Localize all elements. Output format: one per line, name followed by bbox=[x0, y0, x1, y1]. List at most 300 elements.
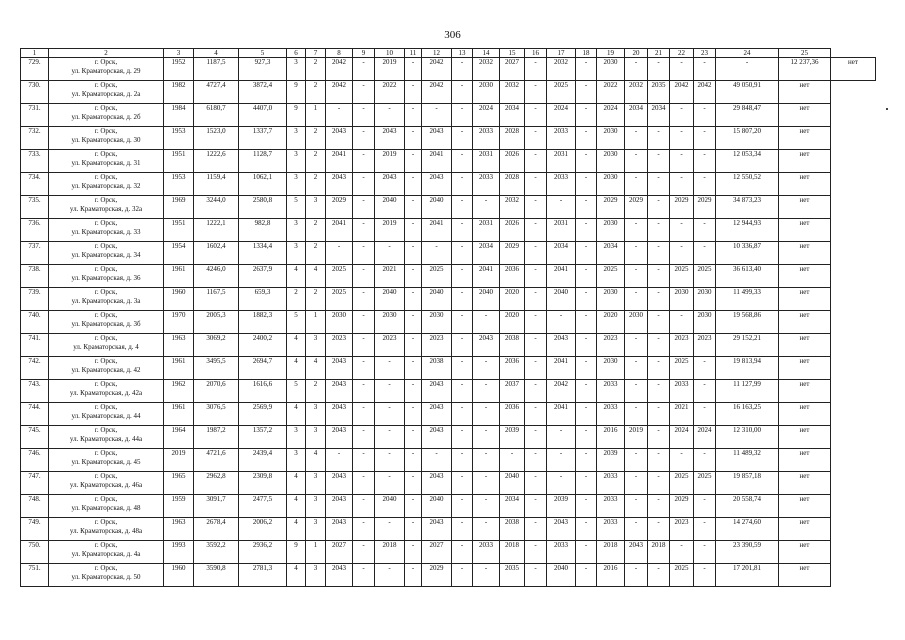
cell-col-10: 2022 bbox=[375, 81, 405, 104]
cell-col-21: - bbox=[648, 495, 670, 518]
cell-col-7: 2 bbox=[306, 380, 326, 403]
cell-col-24: 12 944,93 bbox=[716, 219, 779, 242]
address-street: ул. Краматорская, д. 30 bbox=[71, 136, 141, 144]
cell-col-11: - bbox=[405, 564, 422, 587]
cell-col-12: 2029 bbox=[422, 564, 452, 587]
address-city: г. Орск, bbox=[94, 288, 118, 296]
cell-col-14: 2033 bbox=[473, 173, 500, 196]
cell-col-20: 2030 bbox=[625, 311, 648, 334]
cell-col-17: 2033 bbox=[547, 541, 576, 564]
address-city: г. Орск, bbox=[94, 334, 118, 342]
row-number: 744. bbox=[21, 403, 49, 426]
cell-col-4: 3244,0 bbox=[194, 196, 239, 219]
cell-col-10: 2018 bbox=[375, 541, 405, 564]
cell-col-7: 1 bbox=[306, 311, 326, 334]
cell-col-13: - bbox=[452, 58, 473, 81]
cell-col-8: 2043 bbox=[326, 518, 353, 541]
cell-col-8: 2043 bbox=[326, 495, 353, 518]
cell-col-23: 2030 bbox=[694, 288, 716, 311]
cell-col-15: 2032 bbox=[500, 196, 525, 219]
cell-col-8: 2025 bbox=[326, 265, 353, 288]
cell-col-23: 2030 bbox=[694, 311, 716, 334]
cell-col-4: 1602,4 bbox=[194, 242, 239, 265]
cell-col-14: 2034 bbox=[473, 242, 500, 265]
cell-col-24: 15 807,20 bbox=[716, 127, 779, 150]
cell-col-13: - bbox=[452, 357, 473, 380]
cell-col-12: 2038 bbox=[422, 357, 452, 380]
cell-col-6: 9 bbox=[287, 541, 306, 564]
cell-col-21: - bbox=[648, 58, 670, 81]
cell-col-25: нет bbox=[779, 173, 831, 196]
cell-col-23: - bbox=[694, 104, 716, 127]
cell-col-21: - bbox=[648, 242, 670, 265]
address-city: г. Орск, bbox=[94, 426, 118, 434]
table-row bbox=[21, 196, 876, 219]
cell-col-12: - bbox=[422, 449, 452, 472]
cell-col-23: 2024 bbox=[694, 426, 716, 449]
cell-col-9: - bbox=[353, 58, 375, 81]
cell-col-25: нет bbox=[779, 127, 831, 150]
cell-col-7: 1 bbox=[306, 104, 326, 127]
cell-col-22: 2023 bbox=[670, 334, 694, 357]
cell-col-10: 2043 bbox=[375, 173, 405, 196]
cell-col-14: 2041 bbox=[473, 265, 500, 288]
cell-col-23: - bbox=[694, 403, 716, 426]
address-street: ул. Краматорская, д. 2а bbox=[71, 90, 141, 98]
cell-col-21: - bbox=[648, 173, 670, 196]
cell-col-9: - bbox=[353, 472, 375, 495]
address-street: ул. Краматорская, д. 29 bbox=[71, 67, 141, 75]
cell-col-6: 5 bbox=[287, 196, 306, 219]
cell-col-25: нет bbox=[779, 495, 831, 518]
cell-col-11: - bbox=[405, 196, 422, 219]
cell-col-5: 1128,7 bbox=[239, 150, 287, 173]
cell-col-24: 34 873,23 bbox=[716, 196, 779, 219]
cell-col-16: - bbox=[525, 495, 547, 518]
cell-col-11: - bbox=[405, 288, 422, 311]
row-number: 734. bbox=[21, 173, 49, 196]
cell-col-22: 2025 bbox=[670, 564, 694, 587]
cell-col-13: - bbox=[452, 311, 473, 334]
address-street: ул. Краматорская, д. 31 bbox=[71, 159, 141, 167]
cell-col-15: 2020 bbox=[500, 311, 525, 334]
cell-col-7: 2 bbox=[306, 173, 326, 196]
cell-col-20: 2019 bbox=[625, 426, 648, 449]
cell-col-3: 1993 bbox=[164, 541, 194, 564]
cell-col-25: нет bbox=[779, 426, 831, 449]
cell-col-13: - bbox=[452, 495, 473, 518]
table-row bbox=[21, 173, 876, 196]
cell-col-20: 2029 bbox=[625, 196, 648, 219]
cell-col-19: 2034 bbox=[597, 242, 625, 265]
cell-col-24: 29 152,21 bbox=[716, 334, 779, 357]
cell-col-23: - bbox=[694, 173, 716, 196]
cell-col-18: - bbox=[576, 150, 597, 173]
row-number: 743. bbox=[21, 380, 49, 403]
cell-col-16: - bbox=[525, 518, 547, 541]
cell-col-10: - bbox=[375, 242, 405, 265]
address-city: г. Орск, bbox=[94, 104, 118, 112]
cell-col-18: - bbox=[576, 495, 597, 518]
cell-col-17: - bbox=[547, 196, 576, 219]
cell-col-22: - bbox=[670, 541, 694, 564]
cell-col-11: - bbox=[405, 541, 422, 564]
cell-col-10: 2019 bbox=[375, 58, 405, 81]
cell-col-10: - bbox=[375, 380, 405, 403]
cell-col-15: 2018 bbox=[500, 541, 525, 564]
cell-col-17: - bbox=[547, 472, 576, 495]
cell-col-6: 3 bbox=[287, 150, 306, 173]
cell-col-20: 2043 bbox=[625, 541, 648, 564]
cell-col-19: 2030 bbox=[597, 173, 625, 196]
cell-col-14: 2024 bbox=[473, 104, 500, 127]
cell-col-26: нет bbox=[831, 58, 876, 81]
cell-col-13: - bbox=[452, 219, 473, 242]
address-city: г. Орск, bbox=[94, 449, 118, 457]
cell-col-9: - bbox=[353, 265, 375, 288]
cell-col-8: 2027 bbox=[326, 541, 353, 564]
cell-col-13: - bbox=[452, 541, 473, 564]
cell-col-12: 2042 bbox=[422, 58, 452, 81]
cell-col-22: - bbox=[670, 311, 694, 334]
cell-col-18: - bbox=[576, 334, 597, 357]
cell-col-14: - bbox=[473, 564, 500, 587]
cell-col-18: - bbox=[576, 449, 597, 472]
cell-col-24: - bbox=[716, 58, 779, 81]
cell-col-14: - bbox=[473, 518, 500, 541]
cell-col-7: 3 bbox=[306, 196, 326, 219]
cell-col-12: 2040 bbox=[422, 288, 452, 311]
cell-col-22: 2023 bbox=[670, 518, 694, 541]
address-street: ул. Краматорская, д. 48 bbox=[71, 504, 141, 512]
row-number: 750. bbox=[21, 541, 49, 564]
cell-col-14: - bbox=[473, 196, 500, 219]
cell-col-13: - bbox=[452, 81, 473, 104]
address-street: ул. Краматорская, д. 4а bbox=[71, 550, 141, 558]
cell-col-3: 1953 bbox=[164, 127, 194, 150]
cell-col-24: 16 163,25 bbox=[716, 403, 779, 426]
cell-col-6: 5 bbox=[287, 380, 306, 403]
cell-col-24: 17 201,81 bbox=[716, 564, 779, 587]
cell-col-11: - bbox=[405, 150, 422, 173]
address-street: ул. Краматорская, д. 2б bbox=[71, 113, 141, 121]
table-row bbox=[21, 219, 876, 242]
cell-col-20: 2032 bbox=[625, 81, 648, 104]
cell-col-22: 2033 bbox=[670, 380, 694, 403]
cell-col-17: - bbox=[547, 311, 576, 334]
address-city: г. Орск, bbox=[94, 518, 118, 526]
cell-col-21: - bbox=[648, 196, 670, 219]
cell-col-9: - bbox=[353, 334, 375, 357]
column-number-13: 13 bbox=[452, 49, 473, 58]
cell-col-20: - bbox=[625, 58, 648, 81]
cell-col-15: 2040 bbox=[500, 472, 525, 495]
address-cell bbox=[49, 58, 164, 81]
cell-col-5: 2400,2 bbox=[239, 334, 287, 357]
cell-col-19: 2030 bbox=[597, 150, 625, 173]
address-city: г. Орск, bbox=[94, 265, 118, 273]
cell-col-11: - bbox=[405, 357, 422, 380]
cell-col-25: нет bbox=[779, 219, 831, 242]
row-number: 732. bbox=[21, 127, 49, 150]
cell-col-3: 1970 bbox=[164, 311, 194, 334]
cell-col-20: - bbox=[625, 242, 648, 265]
cell-col-4: 3091,7 bbox=[194, 495, 239, 518]
cell-col-24: 36 613,40 bbox=[716, 265, 779, 288]
cell-col-7: 2 bbox=[306, 81, 326, 104]
cell-col-11: - bbox=[405, 58, 422, 81]
address-city: г. Орск, bbox=[94, 541, 118, 549]
cell-col-4: 2678,4 bbox=[194, 518, 239, 541]
cell-col-22: - bbox=[670, 449, 694, 472]
table-row bbox=[21, 357, 876, 380]
cell-col-22: - bbox=[670, 104, 694, 127]
cell-col-5: 1062,1 bbox=[239, 173, 287, 196]
table-row bbox=[21, 311, 876, 334]
cell-col-14: - bbox=[473, 311, 500, 334]
row-number: 735. bbox=[21, 196, 49, 219]
cell-col-3: 1951 bbox=[164, 150, 194, 173]
cell-col-23: - bbox=[694, 380, 716, 403]
cell-col-22: 2021 bbox=[670, 403, 694, 426]
cell-col-8: 2029 bbox=[326, 196, 353, 219]
page-number: 306 bbox=[444, 29, 461, 41]
cell-col-6: 4 bbox=[287, 518, 306, 541]
cell-col-15: 2026 bbox=[500, 150, 525, 173]
cell-col-15: 2039 bbox=[500, 426, 525, 449]
cell-col-11: - bbox=[405, 127, 422, 150]
cell-col-21: 2034 bbox=[648, 104, 670, 127]
cell-col-6: 9 bbox=[287, 104, 306, 127]
row-number: 745. bbox=[21, 426, 49, 449]
cell-col-13: - bbox=[452, 265, 473, 288]
row-number: 747. bbox=[21, 472, 49, 495]
cell-col-13: - bbox=[452, 334, 473, 357]
cell-col-25: нет bbox=[779, 196, 831, 219]
cell-col-17: 2032 bbox=[547, 58, 576, 81]
cell-col-10: - bbox=[375, 518, 405, 541]
cell-col-15: 2036 bbox=[500, 357, 525, 380]
cell-col-3: 1951 bbox=[164, 219, 194, 242]
cell-col-4: 1222,1 bbox=[194, 219, 239, 242]
column-number-9: 9 bbox=[353, 49, 375, 58]
cell-col-16: - bbox=[525, 541, 547, 564]
table-row bbox=[21, 518, 876, 541]
cell-col-17: 2042 bbox=[547, 380, 576, 403]
cell-col-9: - bbox=[353, 173, 375, 196]
cell-col-9: - bbox=[353, 242, 375, 265]
column-number-23: 23 bbox=[694, 49, 716, 58]
cell-col-7: 2 bbox=[306, 242, 326, 265]
cell-col-21: 2018 bbox=[648, 541, 670, 564]
cell-col-15: 2038 bbox=[500, 334, 525, 357]
cell-col-4: 1159,4 bbox=[194, 173, 239, 196]
address-cell bbox=[49, 403, 164, 426]
cell-col-20: - bbox=[625, 380, 648, 403]
cell-col-19: 2020 bbox=[597, 311, 625, 334]
cell-col-21: - bbox=[648, 564, 670, 587]
cell-col-4: 1987,2 bbox=[194, 426, 239, 449]
cell-col-19: 2025 bbox=[597, 265, 625, 288]
cell-col-12: 2042 bbox=[422, 81, 452, 104]
cell-col-24: 12 550,52 bbox=[716, 173, 779, 196]
cell-col-8: 2041 bbox=[326, 150, 353, 173]
cell-col-11: - bbox=[405, 518, 422, 541]
cell-col-15: 2035 bbox=[500, 564, 525, 587]
column-number-15: 15 bbox=[500, 49, 525, 58]
table-row bbox=[21, 104, 876, 127]
cell-col-7: 3 bbox=[306, 403, 326, 426]
cell-col-25: нет bbox=[779, 265, 831, 288]
column-number-22: 22 bbox=[670, 49, 694, 58]
cell-col-19: 2030 bbox=[597, 127, 625, 150]
cell-col-11: - bbox=[405, 380, 422, 403]
cell-col-16: - bbox=[525, 150, 547, 173]
address-street: ул. Краматорская, д. 48а bbox=[69, 527, 143, 535]
cell-col-16: - bbox=[525, 173, 547, 196]
cell-col-19: 2022 bbox=[597, 81, 625, 104]
cell-col-21: - bbox=[648, 472, 670, 495]
cell-col-3: 1963 bbox=[164, 518, 194, 541]
cell-col-11: - bbox=[405, 242, 422, 265]
cell-col-18: - bbox=[576, 219, 597, 242]
cell-col-10: 2040 bbox=[375, 288, 405, 311]
cell-col-18: - bbox=[576, 472, 597, 495]
cell-col-16: - bbox=[525, 426, 547, 449]
cell-col-16: - bbox=[525, 219, 547, 242]
address-cell bbox=[49, 495, 164, 518]
cell-col-7: 2 bbox=[306, 150, 326, 173]
address-city: г. Орск, bbox=[94, 81, 118, 89]
cell-col-17: 2040 bbox=[547, 564, 576, 587]
cell-col-25: 12 237,36 bbox=[779, 58, 831, 81]
cell-col-21: - bbox=[648, 127, 670, 150]
cell-col-4: 3590,8 bbox=[194, 564, 239, 587]
cell-col-11: - bbox=[405, 472, 422, 495]
row-number: 748. bbox=[21, 495, 49, 518]
cell-col-19: 2024 bbox=[597, 104, 625, 127]
cell-col-14: - bbox=[473, 449, 500, 472]
cell-col-25: нет bbox=[779, 311, 831, 334]
cell-col-21: - bbox=[648, 357, 670, 380]
cell-col-6: 3 bbox=[287, 449, 306, 472]
cell-col-16: - bbox=[525, 265, 547, 288]
cell-col-9: - bbox=[353, 495, 375, 518]
cell-col-20: - bbox=[625, 219, 648, 242]
cell-col-9: - bbox=[353, 81, 375, 104]
cell-col-9: - bbox=[353, 518, 375, 541]
cell-col-11: - bbox=[405, 403, 422, 426]
cell-col-22: - bbox=[670, 127, 694, 150]
cell-col-13: - bbox=[452, 449, 473, 472]
cell-col-9: - bbox=[353, 288, 375, 311]
cell-col-15: 2037 bbox=[500, 380, 525, 403]
cell-col-10: - bbox=[375, 426, 405, 449]
cell-col-12: 2041 bbox=[422, 219, 452, 242]
cell-col-25: нет bbox=[779, 403, 831, 426]
cell-col-24: 19 568,86 bbox=[716, 311, 779, 334]
cell-col-4: 4721,6 bbox=[194, 449, 239, 472]
cell-col-5: 2637,9 bbox=[239, 265, 287, 288]
cell-col-8: 2043 bbox=[326, 403, 353, 426]
cell-col-19: 2033 bbox=[597, 518, 625, 541]
cell-col-23: - bbox=[694, 58, 716, 81]
cell-col-13: - bbox=[452, 403, 473, 426]
address-street: ул. Краматорская, д. 50 bbox=[71, 573, 141, 581]
row-number: 729. bbox=[21, 58, 49, 81]
cell-col-16: - bbox=[525, 311, 547, 334]
address-street: ул. Краматорская, д. 32а bbox=[69, 205, 143, 213]
cell-col-18: - bbox=[576, 242, 597, 265]
cell-col-16: - bbox=[525, 288, 547, 311]
cell-col-17: 2033 bbox=[547, 173, 576, 196]
cell-col-13: - bbox=[452, 564, 473, 587]
cell-col-3: 2019 bbox=[164, 449, 194, 472]
cell-col-15: - bbox=[500, 449, 525, 472]
cell-col-19: 2029 bbox=[597, 196, 625, 219]
cell-col-5: 2936,2 bbox=[239, 541, 287, 564]
cell-col-9: - bbox=[353, 357, 375, 380]
cell-col-24: 11 499,33 bbox=[716, 288, 779, 311]
table-row bbox=[21, 127, 876, 150]
cell-col-11: - bbox=[405, 495, 422, 518]
cell-col-11: - bbox=[405, 104, 422, 127]
cell-col-12: - bbox=[422, 242, 452, 265]
cell-col-9: - bbox=[353, 311, 375, 334]
cell-col-3: 1961 bbox=[164, 403, 194, 426]
column-number-21: 21 bbox=[648, 49, 670, 58]
cell-col-6: 2 bbox=[287, 288, 306, 311]
table-row bbox=[21, 541, 876, 564]
cell-col-23: - bbox=[694, 541, 716, 564]
cell-col-8: 2043 bbox=[326, 127, 353, 150]
cell-col-10: 2019 bbox=[375, 150, 405, 173]
cell-col-12: - bbox=[422, 104, 452, 127]
cell-col-25: нет bbox=[779, 380, 831, 403]
cell-col-6: 3 bbox=[287, 426, 306, 449]
cell-col-14: 2043 bbox=[473, 334, 500, 357]
cell-col-22: 2042 bbox=[670, 81, 694, 104]
cell-col-15: 2034 bbox=[500, 104, 525, 127]
cell-col-17: 2031 bbox=[547, 150, 576, 173]
cell-col-21: - bbox=[648, 150, 670, 173]
cell-col-20: - bbox=[625, 564, 648, 587]
cell-col-19: 2018 bbox=[597, 541, 625, 564]
row-number: 741. bbox=[21, 334, 49, 357]
cell-col-13: - bbox=[452, 518, 473, 541]
cell-col-10: - bbox=[375, 449, 405, 472]
cell-col-5: 927,3 bbox=[239, 58, 287, 81]
cell-col-3: 1952 bbox=[164, 58, 194, 81]
address-street: ул. Краматорская, д. 36 bbox=[71, 274, 141, 282]
cell-col-6: 3 bbox=[287, 173, 306, 196]
cell-col-23: 2029 bbox=[694, 196, 716, 219]
cell-col-5: 3872,4 bbox=[239, 81, 287, 104]
cell-col-10: - bbox=[375, 564, 405, 587]
cell-col-8: - bbox=[326, 242, 353, 265]
cell-col-4: 2962,8 bbox=[194, 472, 239, 495]
cell-col-12: 2040 bbox=[422, 495, 452, 518]
cell-col-18: - bbox=[576, 311, 597, 334]
cell-col-13: - bbox=[452, 380, 473, 403]
cell-col-3: 1984 bbox=[164, 104, 194, 127]
cell-col-25: нет bbox=[779, 242, 831, 265]
cell-col-9: - bbox=[353, 403, 375, 426]
cell-col-4: 3495,5 bbox=[194, 357, 239, 380]
cell-col-19: 2039 bbox=[597, 449, 625, 472]
cell-col-24: 12 310,00 bbox=[716, 426, 779, 449]
cell-col-5: 1334,4 bbox=[239, 242, 287, 265]
